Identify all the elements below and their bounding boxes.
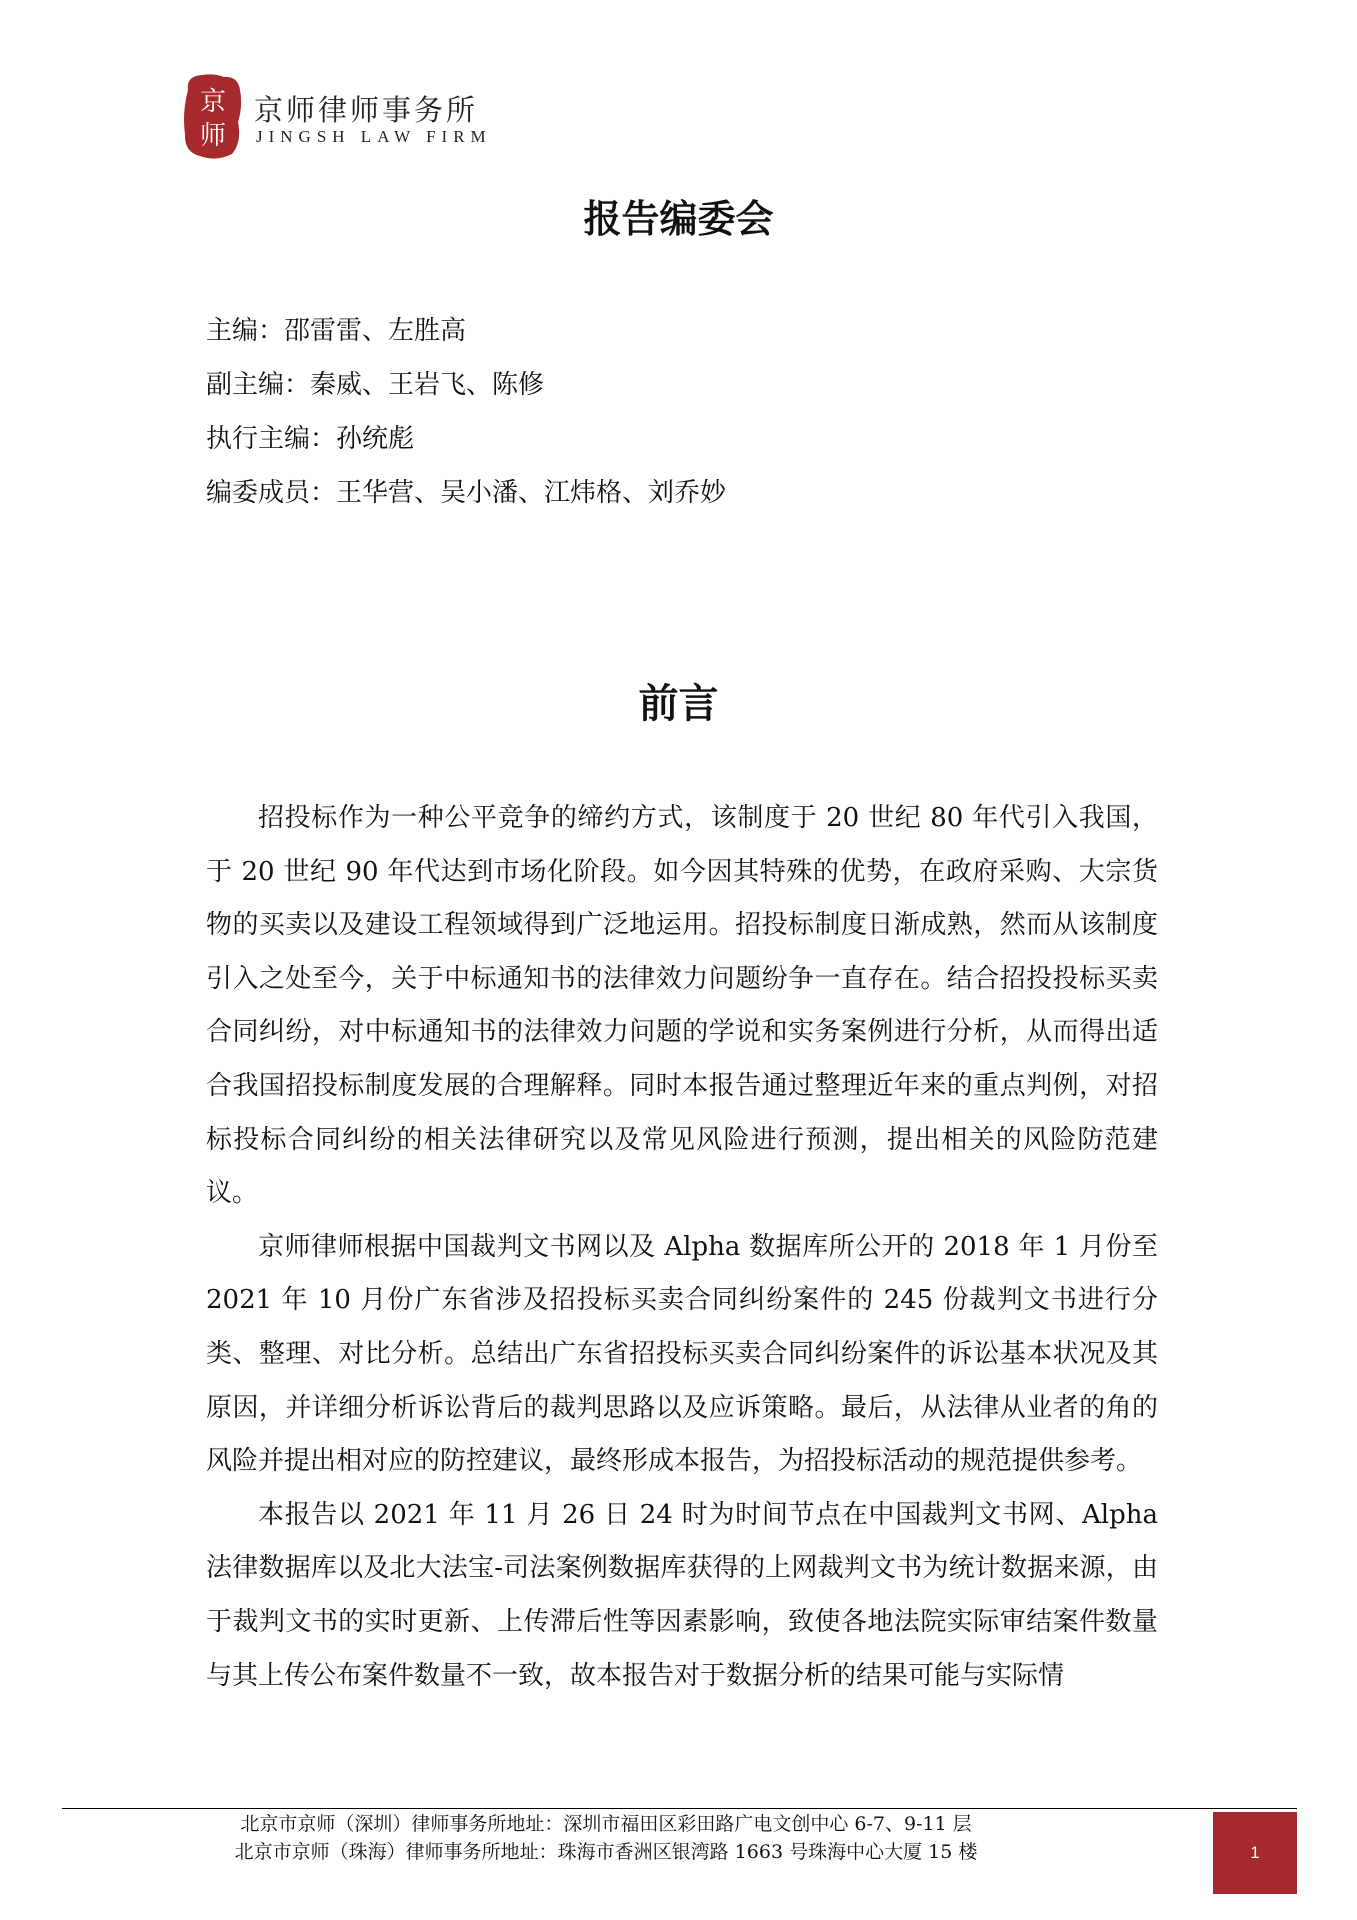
svg-text:师: 师 xyxy=(199,121,227,151)
preface-body xyxy=(206,792,1158,1703)
committee-line-executive-editor: 执行主编：孙统彪 xyxy=(206,424,415,454)
committee-line-members: 编委成员：王华营、吴小潘、江炜格、刘乔妙 xyxy=(206,478,727,508)
committee-line-deputy-editors: 副主编：秦威、王岩飞、陈修 xyxy=(206,370,545,400)
footer-divider xyxy=(62,1808,1297,1809)
preface-title: 前言 xyxy=(638,681,719,727)
preface-paragraph: 京师律师根据中国裁判文书网以及 Alpha 数据库所公开的 2018 年 1 月份至 2021 年 10 月份广东省涉及招投标买卖合同纠纷案件的 245 份裁判文书进行分类、整理、对比分析。总结出广东省招投标买卖合同纠纷案件的诉讼基本状况及其原因，并详细分析诉讼背后的裁判思路以及应诉策略。最后，从法律从业者的角的风险并提出相对应的防控建议，最终形成本报告，为招投标活动的规范提供参考。 xyxy=(206,1231,1158,1477)
preface-paragraph: 招投标作为一种公平竞争的缔约方式，该制度于 20 世纪 80 年代引入我国，于 20 世纪 90 年代达到市场化阶段。如今因其特殊的优势，在政府采购、大宗货物的买卖以及建设工程领域得到广泛地运用。招投标制度日渐成熟，然而从该制度引入之处至今，关于中标通知书的法律效力问题纷争一直存在。结合招投投标买卖合同纠纷，对中标通知书的法律效力问题的学说和实务案例进行分析，从而得出适合我国招投标制度发展的合理解释。同时本报告通过整理近年来的重点判例，对招标投标合同纠纷的相关法律研究以及常见风险进行预测，提出相关的风险防范建议。 xyxy=(206,803,1158,1209)
committee-list xyxy=(206,310,1166,526)
footer-address-zhuhai: 北京市京师（珠海）律师事务所地址：珠海市香洲区银湾路 1663 号珠海中心大厦 15 楼 xyxy=(234,1841,978,1863)
firm-name-en: JINGSH LAW FIRM xyxy=(256,127,492,146)
page-number-badge: 1 xyxy=(1213,1812,1297,1894)
firm-name-cn: 京师律师事务所 xyxy=(254,93,479,127)
committee-title: 报告编委会 xyxy=(583,197,774,241)
committee-line-editor: 主编：邵雷雷、左胜高 xyxy=(206,316,467,346)
svg-text:京: 京 xyxy=(199,87,227,117)
preface-paragraph: 本报告以 2021 年 11 月 26 日 24 时为时间节点在中国裁判文书网、Alpha 法律数据库以及北大法宝-司法案例数据库获得的上网裁判文书为统计数据来源，由于裁判文书的实时更新、上传滞后性等因素影响，致使各地法院实际审结案件数量与其上传公布案件数量不一致，故本报告对于数据分析的结果可能与实际情 xyxy=(206,1499,1158,1691)
footer-address-shenzhen: 北京市京师（深圳）律师事务所地址：深圳市福田区彩田路广电文创中心 6-7、9-11 层 xyxy=(240,1813,972,1835)
footer-addresses xyxy=(62,1810,1150,1866)
letterhead xyxy=(180,72,600,162)
firm-seal-logo xyxy=(180,72,244,160)
